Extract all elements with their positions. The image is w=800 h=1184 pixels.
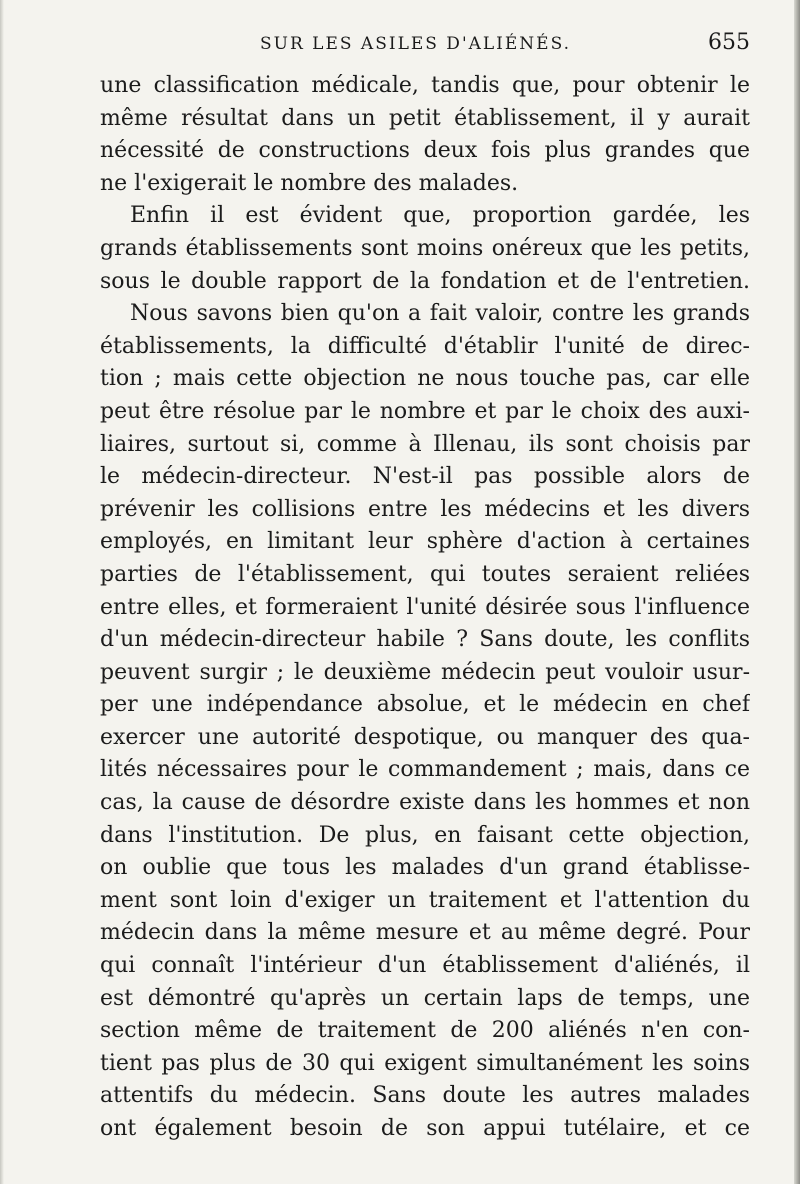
text-line: nécessité de constructions deux fois plus grandes que — [100, 138, 750, 164]
page-left-edge — [0, 0, 4, 1184]
text-line: médecin dans la même mesure et au même degré. Pour — [100, 920, 750, 946]
text-line: Enfin il est évident que, proportion gardée, les — [130, 203, 750, 229]
text-line: per une indépendance absolue, et le médecin en chef — [100, 692, 750, 718]
text-line: on oublie que tous les malades d'un grand établisse- — [100, 855, 750, 881]
text-line: attentifs du médecin. Sans doute les autres malades — [100, 1083, 750, 1109]
text-line: même résultat dans un petit établissement, il y aurait — [100, 105, 750, 131]
text-line: peuvent surgir ; le deuxième médecin peut vouloir usur- — [100, 659, 750, 685]
text-line: qui connaît l'intérieur d'un établissement d'aliénés, il — [100, 953, 750, 979]
text-line: ment sont loin d'exiger un traitement et l'attention du — [100, 887, 750, 913]
page-right-edge — [794, 0, 800, 1184]
text-line: liaires, surtout si, comme à Illenau, ils sont choisis par — [100, 431, 750, 457]
text-line: tion ; mais cette objection ne nous touche pas, car elle — [100, 366, 750, 392]
text-line: une classification médicale, tandis que, pour obtenir le — [100, 73, 750, 98]
text-line: entre elles, et formeraient l'unité désirée sous l'influence — [100, 594, 750, 620]
text-line: tient pas plus de 30 qui exigent simultanément les soins — [100, 1050, 750, 1076]
text-line: employés, en limitant leur sphère d'action à certaines — [100, 529, 750, 555]
text-line: établissements, la difficulté d'établir l'unité de direc- — [100, 333, 750, 359]
text-line: ont également besoin de son appui tutélaire, et ce — [100, 1116, 750, 1141]
page-header — [100, 30, 750, 64]
text-line: sous le double rapport de la fondation et de l'entretien. — [100, 268, 750, 294]
text-line: parties de l'établissement, qui toutes seraient reliées — [100, 561, 750, 587]
text-line: section même de traitement de 200 aliénés n'en con- — [100, 1018, 750, 1044]
text-line: d'un médecin-directeur habile ? Sans doute, les conflits — [100, 627, 750, 653]
text-line: grands établissements sont moins onéreux que les petits, — [100, 235, 750, 261]
text-line: exercer une autorité despotique, ou manquer des qua- — [100, 724, 750, 750]
text-line: cas, la cause de désordre existe dans les hommes et non — [100, 790, 750, 816]
page-number: 655 — [708, 30, 750, 55]
text-line: lités nécessaires pour le commandement ; mais, dans ce — [100, 757, 750, 783]
text-line: ne l'exigerait le nombre des malades. — [100, 170, 519, 196]
text-line: est démontré qu'après un certain laps de temps, une — [100, 985, 750, 1011]
running-head: SUR LES ASILES D'ALIÉNÉS. — [260, 34, 572, 54]
text-line: prévenir les collisions entre les médecins et les divers — [100, 496, 750, 522]
text-line: Nous savons bien qu'on a fait valoir, contre les grands — [130, 301, 750, 327]
text-line: le médecin-directeur. N'est-il pas possible alors de — [100, 464, 750, 490]
text-line: dans l'institution. De plus, en faisant cette objection, — [100, 822, 750, 848]
text-line: peut être résolue par le nombre et par le choix des auxi- — [100, 398, 750, 424]
body-text — [100, 70, 750, 1146]
